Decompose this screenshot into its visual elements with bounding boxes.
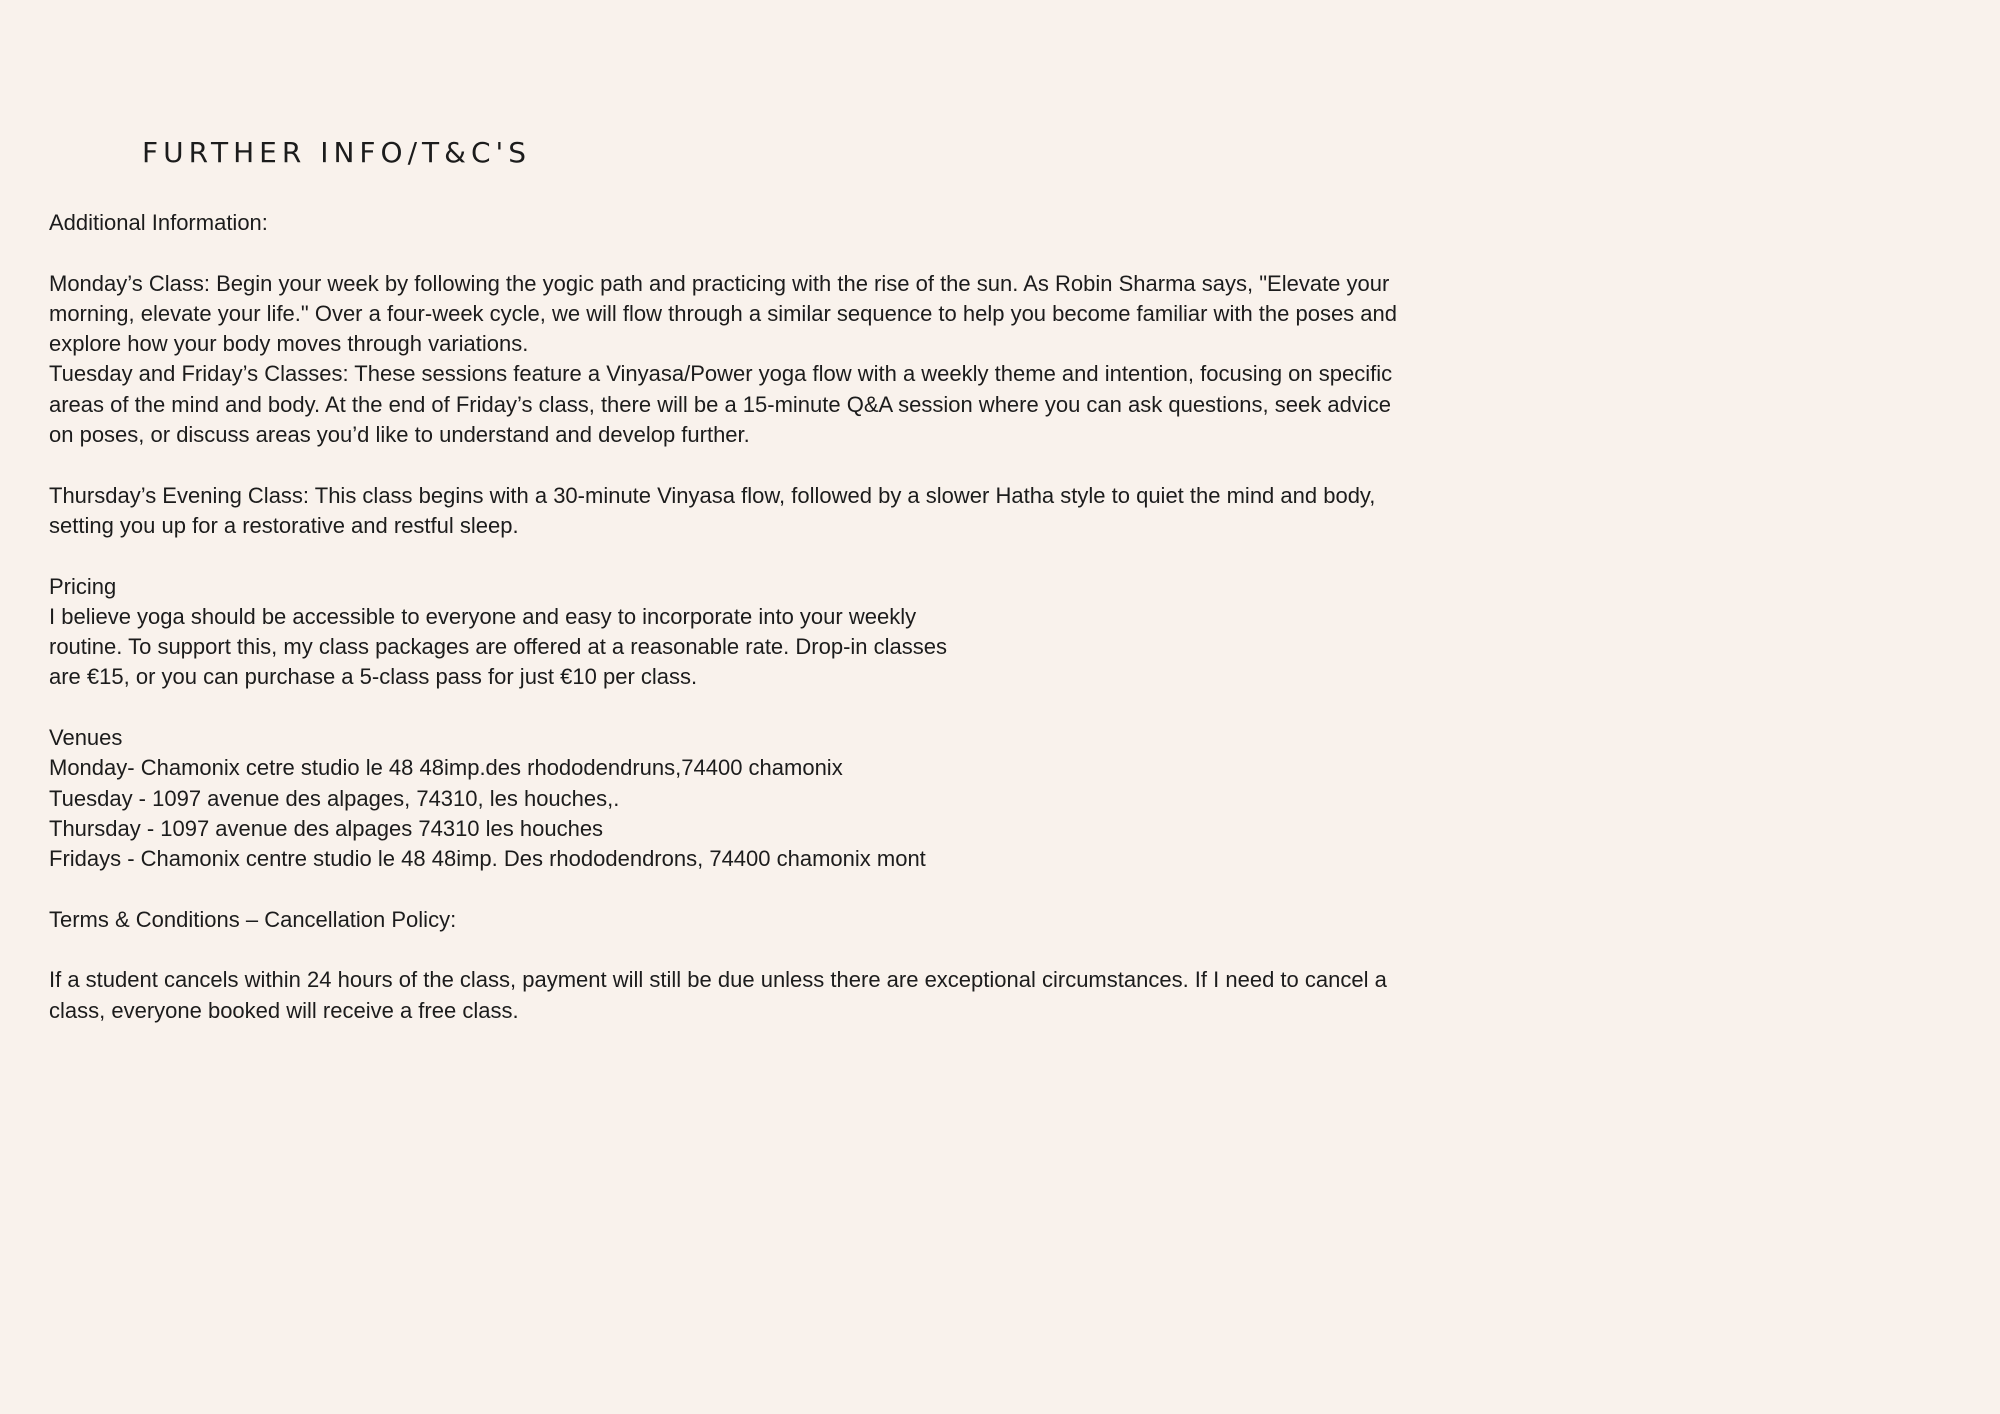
document-body <box>49 208 1449 1026</box>
paragraph-line: Thursday’s Evening Class: This class begins with a 30-minute Vinyasa flow, followed by a slower Hatha style to quiet the mind and body, <box>49 482 1376 508</box>
spacer <box>49 875 1449 905</box>
tuesday-friday-class-paragraph <box>49 359 1449 450</box>
paragraph-line: routine. To support this, my class packages are offered at a reasonable rate. Drop-in classes <box>49 634 947 660</box>
monday-class-paragraph <box>49 269 1449 360</box>
terms-section <box>49 905 1449 1026</box>
venue-item: Tuesday - 1097 avenue des alpages, 74310, les houches,. <box>49 785 620 811</box>
paragraph-line: on poses, or discuss areas you’d like to understand and develop further. <box>49 422 750 448</box>
page-title: FURTHER INFO/T&C'S <box>142 136 531 169</box>
spacer <box>49 450 1449 480</box>
spacer <box>49 238 1449 268</box>
pricing-heading: Pricing <box>49 573 117 599</box>
paragraph-line: areas of the mind and body. At the end of Friday’s class, there will be a 15-minute Q&A session where you can ask questions, seek advice <box>49 391 1391 417</box>
pricing-section <box>49 572 1449 693</box>
spacer <box>49 541 1449 571</box>
paragraph-line: Monday’s Class: Begin your week by following the yogic path and practicing with the rise of the sun. As Robin Sharma says, "Elevate your <box>49 270 1390 296</box>
spacer <box>49 935 1449 965</box>
additional-info-heading: Additional Information: <box>49 210 268 235</box>
paragraph-line: are €15, or you can purchase a 5-class pass for just €10 per class. <box>49 664 698 690</box>
venues-heading: Venues <box>49 725 123 751</box>
venues-section <box>49 723 1449 874</box>
paragraph-line: If a student cancels within 24 hours of the class, payment will still be due unless there are exceptional circumstances. If I need to cancel a <box>49 967 1387 993</box>
venue-item: Thursday - 1097 avenue des alpages 74310 les houches <box>49 815 604 841</box>
paragraph-line: morning, elevate your life." Over a four-week cycle, we will flow through a similar sequence to help you become familiar with the poses and <box>49 300 1398 326</box>
paragraph-line: Tuesday and Friday’s Classes: These sessions feature a Vinyasa/Power yoga flow with a weekly theme and intention, focusing on specific <box>49 361 1393 387</box>
terms-heading: Terms & Conditions – Cancellation Policy: <box>49 906 457 932</box>
venue-item: Fridays - Chamonix centre studio le 48 48imp. Des rhododendrons, 74400 chamonix mont <box>49 846 926 872</box>
paragraph-line: explore how your body moves through variations. <box>49 331 529 357</box>
venue-item: Monday- Chamonix cetre studio le 48 48imp.des rhododendruns,74400 chamonix <box>49 755 843 781</box>
paragraph-line: I believe yoga should be accessible to everyone and easy to incorporate into your weekly <box>49 603 917 629</box>
thursday-class-paragraph <box>49 481 1449 542</box>
paragraph-line: setting you up for a restorative and restful sleep. <box>49 512 519 538</box>
spacer <box>49 693 1449 723</box>
paragraph-line: class, everyone booked will receive a free class. <box>49 997 519 1023</box>
